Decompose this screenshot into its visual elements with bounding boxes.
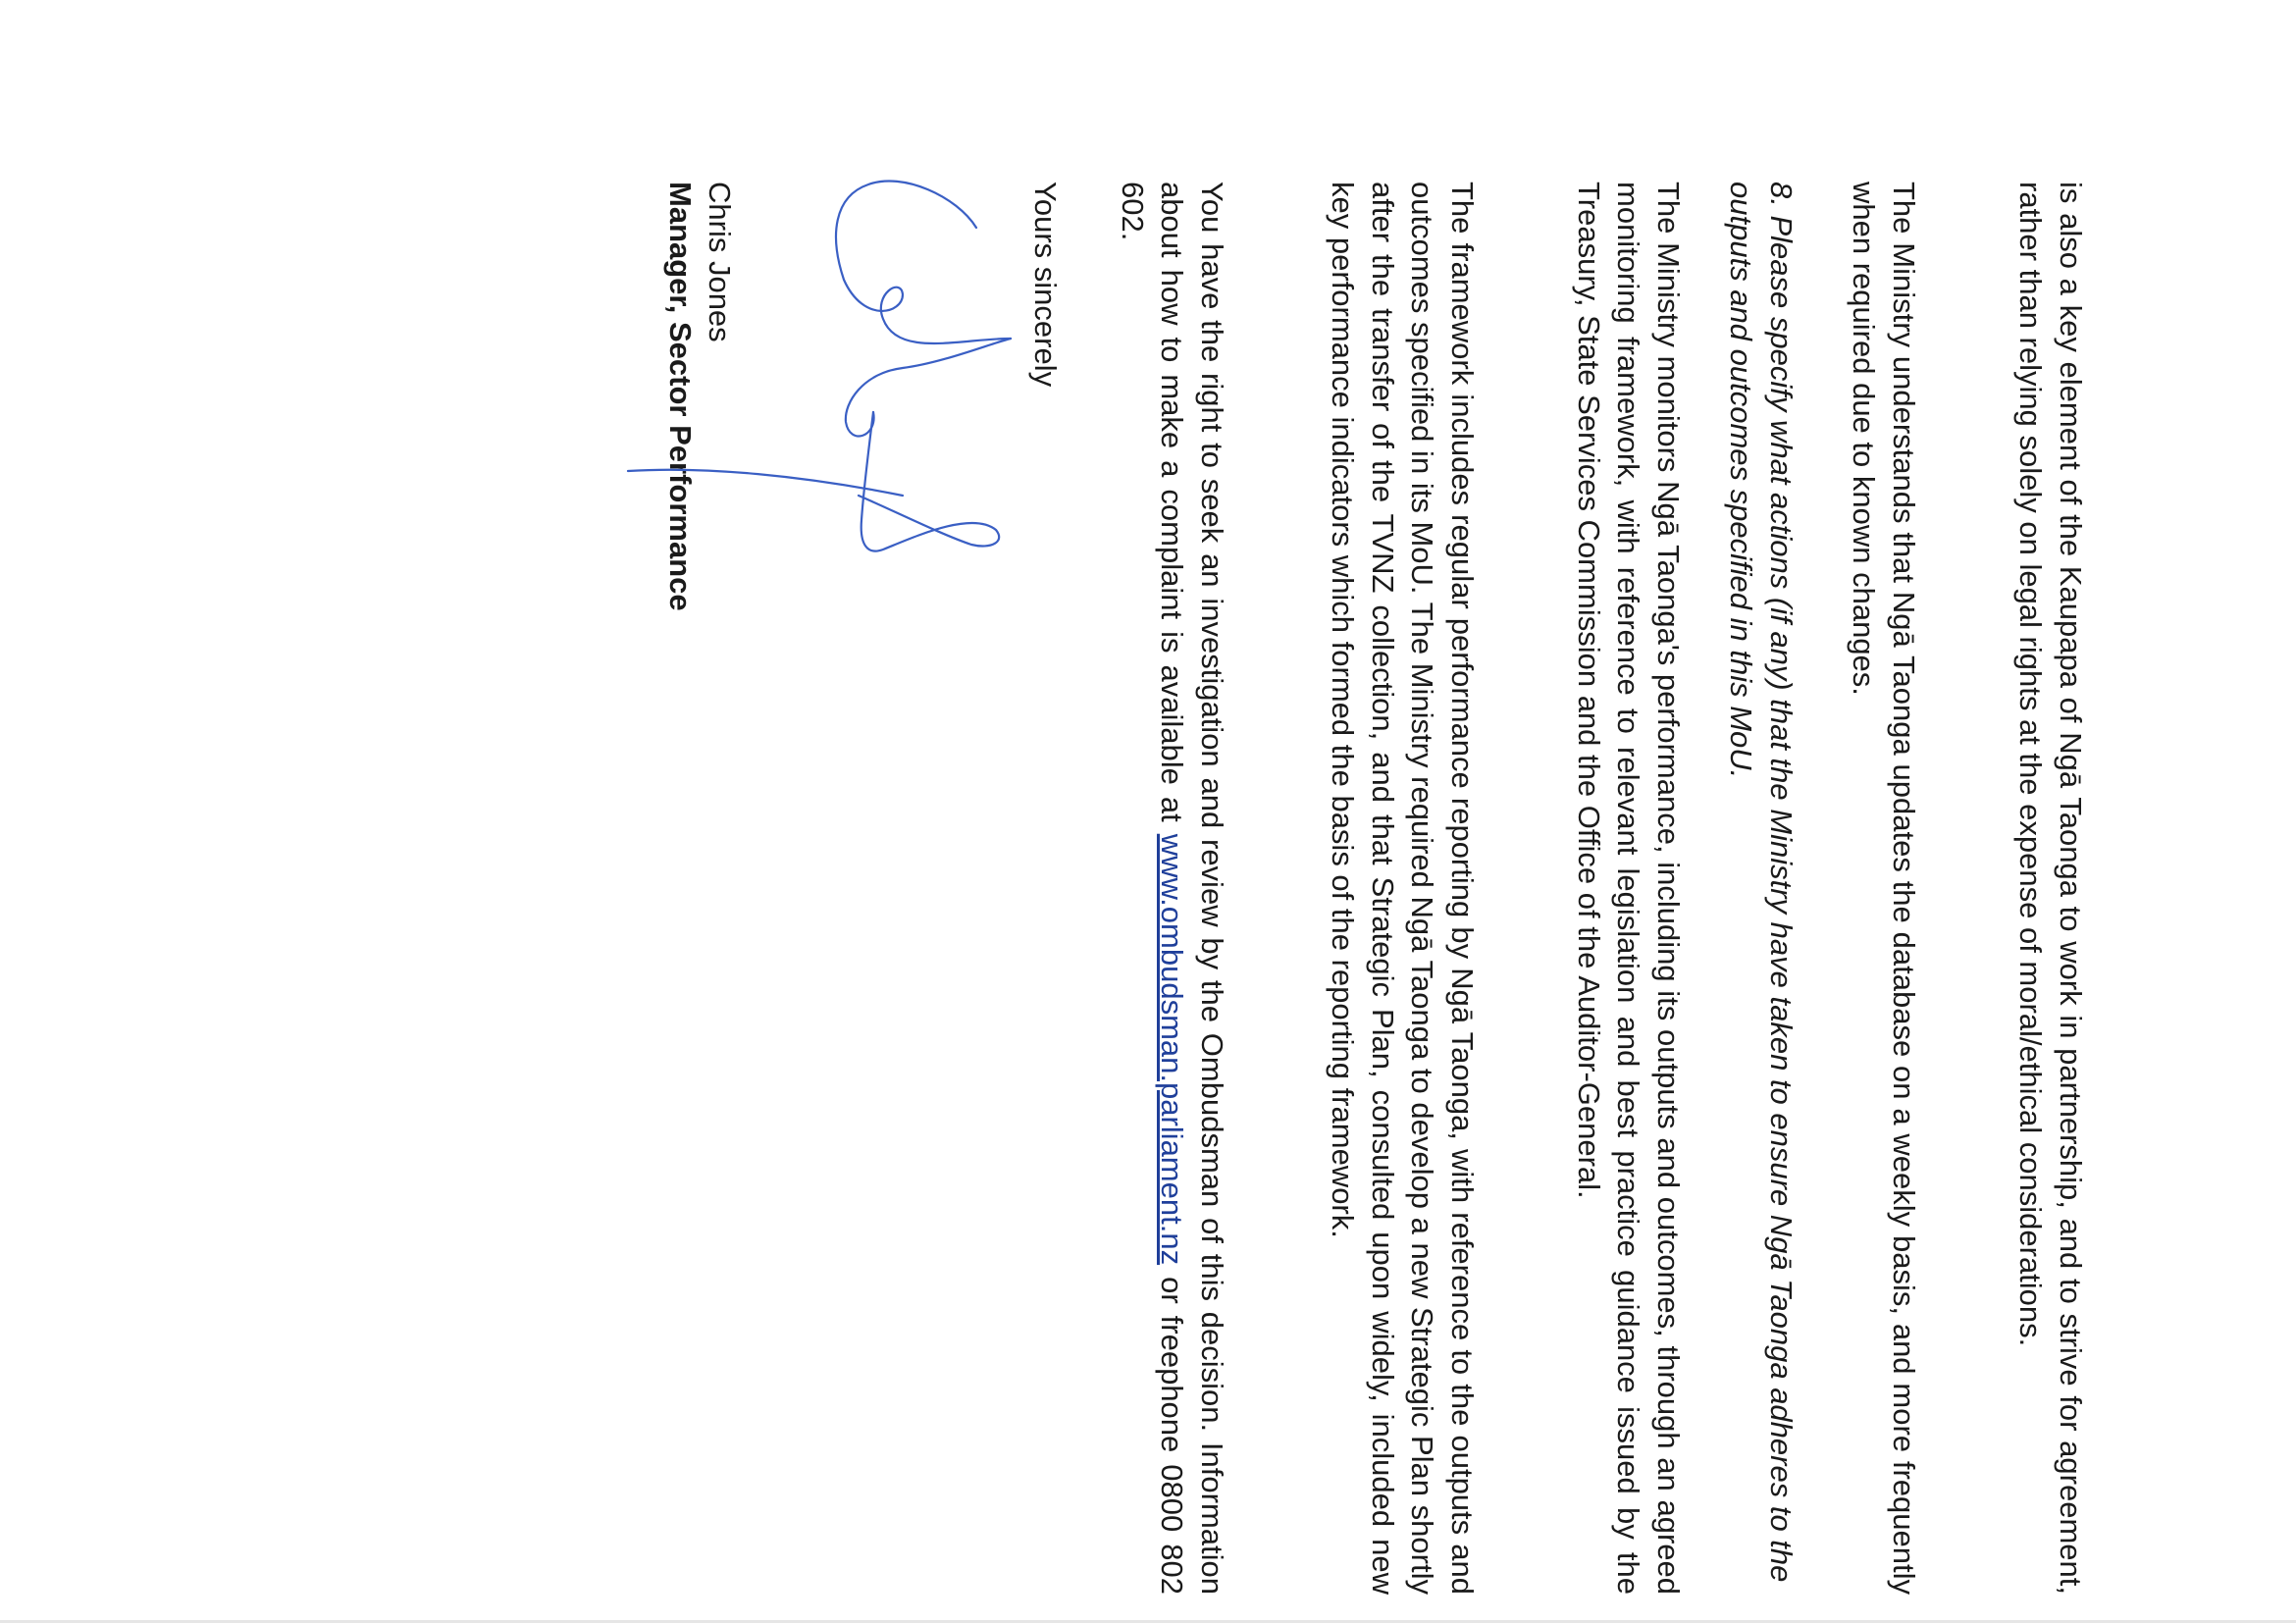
- paragraph-kaupapa: is also a key element of the Kaupapa of Ngā Taonga to work in partnership, and to strive for agreement, rather than relying solely on legal rights at the expense of moral/ethical considerations.: [2013, 182, 2088, 1595]
- signatory-name: Chris Jones: [703, 182, 737, 342]
- paragraph-ombudsman: [1113, 182, 1232, 1595]
- paragraph-database-updates: The Ministry understands that Ngā Taonga updates the database on a weekly basis, and more frequently when required due to known changes.: [1847, 182, 1921, 1595]
- letter-body: [147, 182, 2090, 1623]
- paragraph-monitoring: The Ministry monitors Ngā Taonga's performance, including its outputs and outcomes, through an agreed monitoring framework, with reference to relevant legislation and best practice guidance issued by the Treasury, State Services Commission and the Office of the Auditor-General.: [1572, 182, 1686, 1595]
- paragraph-framework: [1323, 182, 1482, 1595]
- ombudsman-text-after: or freephone 0800 802 602.: [1116, 182, 1190, 1595]
- ombudsman-text-before: You have the right to seek an investigation and review by the Ombudsman of this decision. Information about how to make a complaint is available at: [1155, 182, 1229, 1595]
- question-8: 8. Please specify what actions (if any) that the Ministry have taken to ensure Ngā Taonga adheres to the outputs and outcomes specified in this MoU.: [1724, 182, 1799, 1583]
- closing-salutation: Yours sincerely: [1028, 182, 1063, 388]
- signatory-title: Manager, Sector Performance: [663, 182, 698, 611]
- ombudsman-link[interactable]: www.ombudsman.parliament.nz: [1155, 833, 1190, 1266]
- paragraph-framework-text: The framework includes regular performance reporting by Ngā Taonga, with reference to the outputs and outcomes specified in its MoU. The Ministry required Ngā Taonga to develop a new Strategic Plan shortly after the transfer of the TVNZ collection, and that Strategic Plan, consulted upon widely, included new key performance indicators which formed the basis of the reporting framework.: [1326, 182, 1480, 1595]
